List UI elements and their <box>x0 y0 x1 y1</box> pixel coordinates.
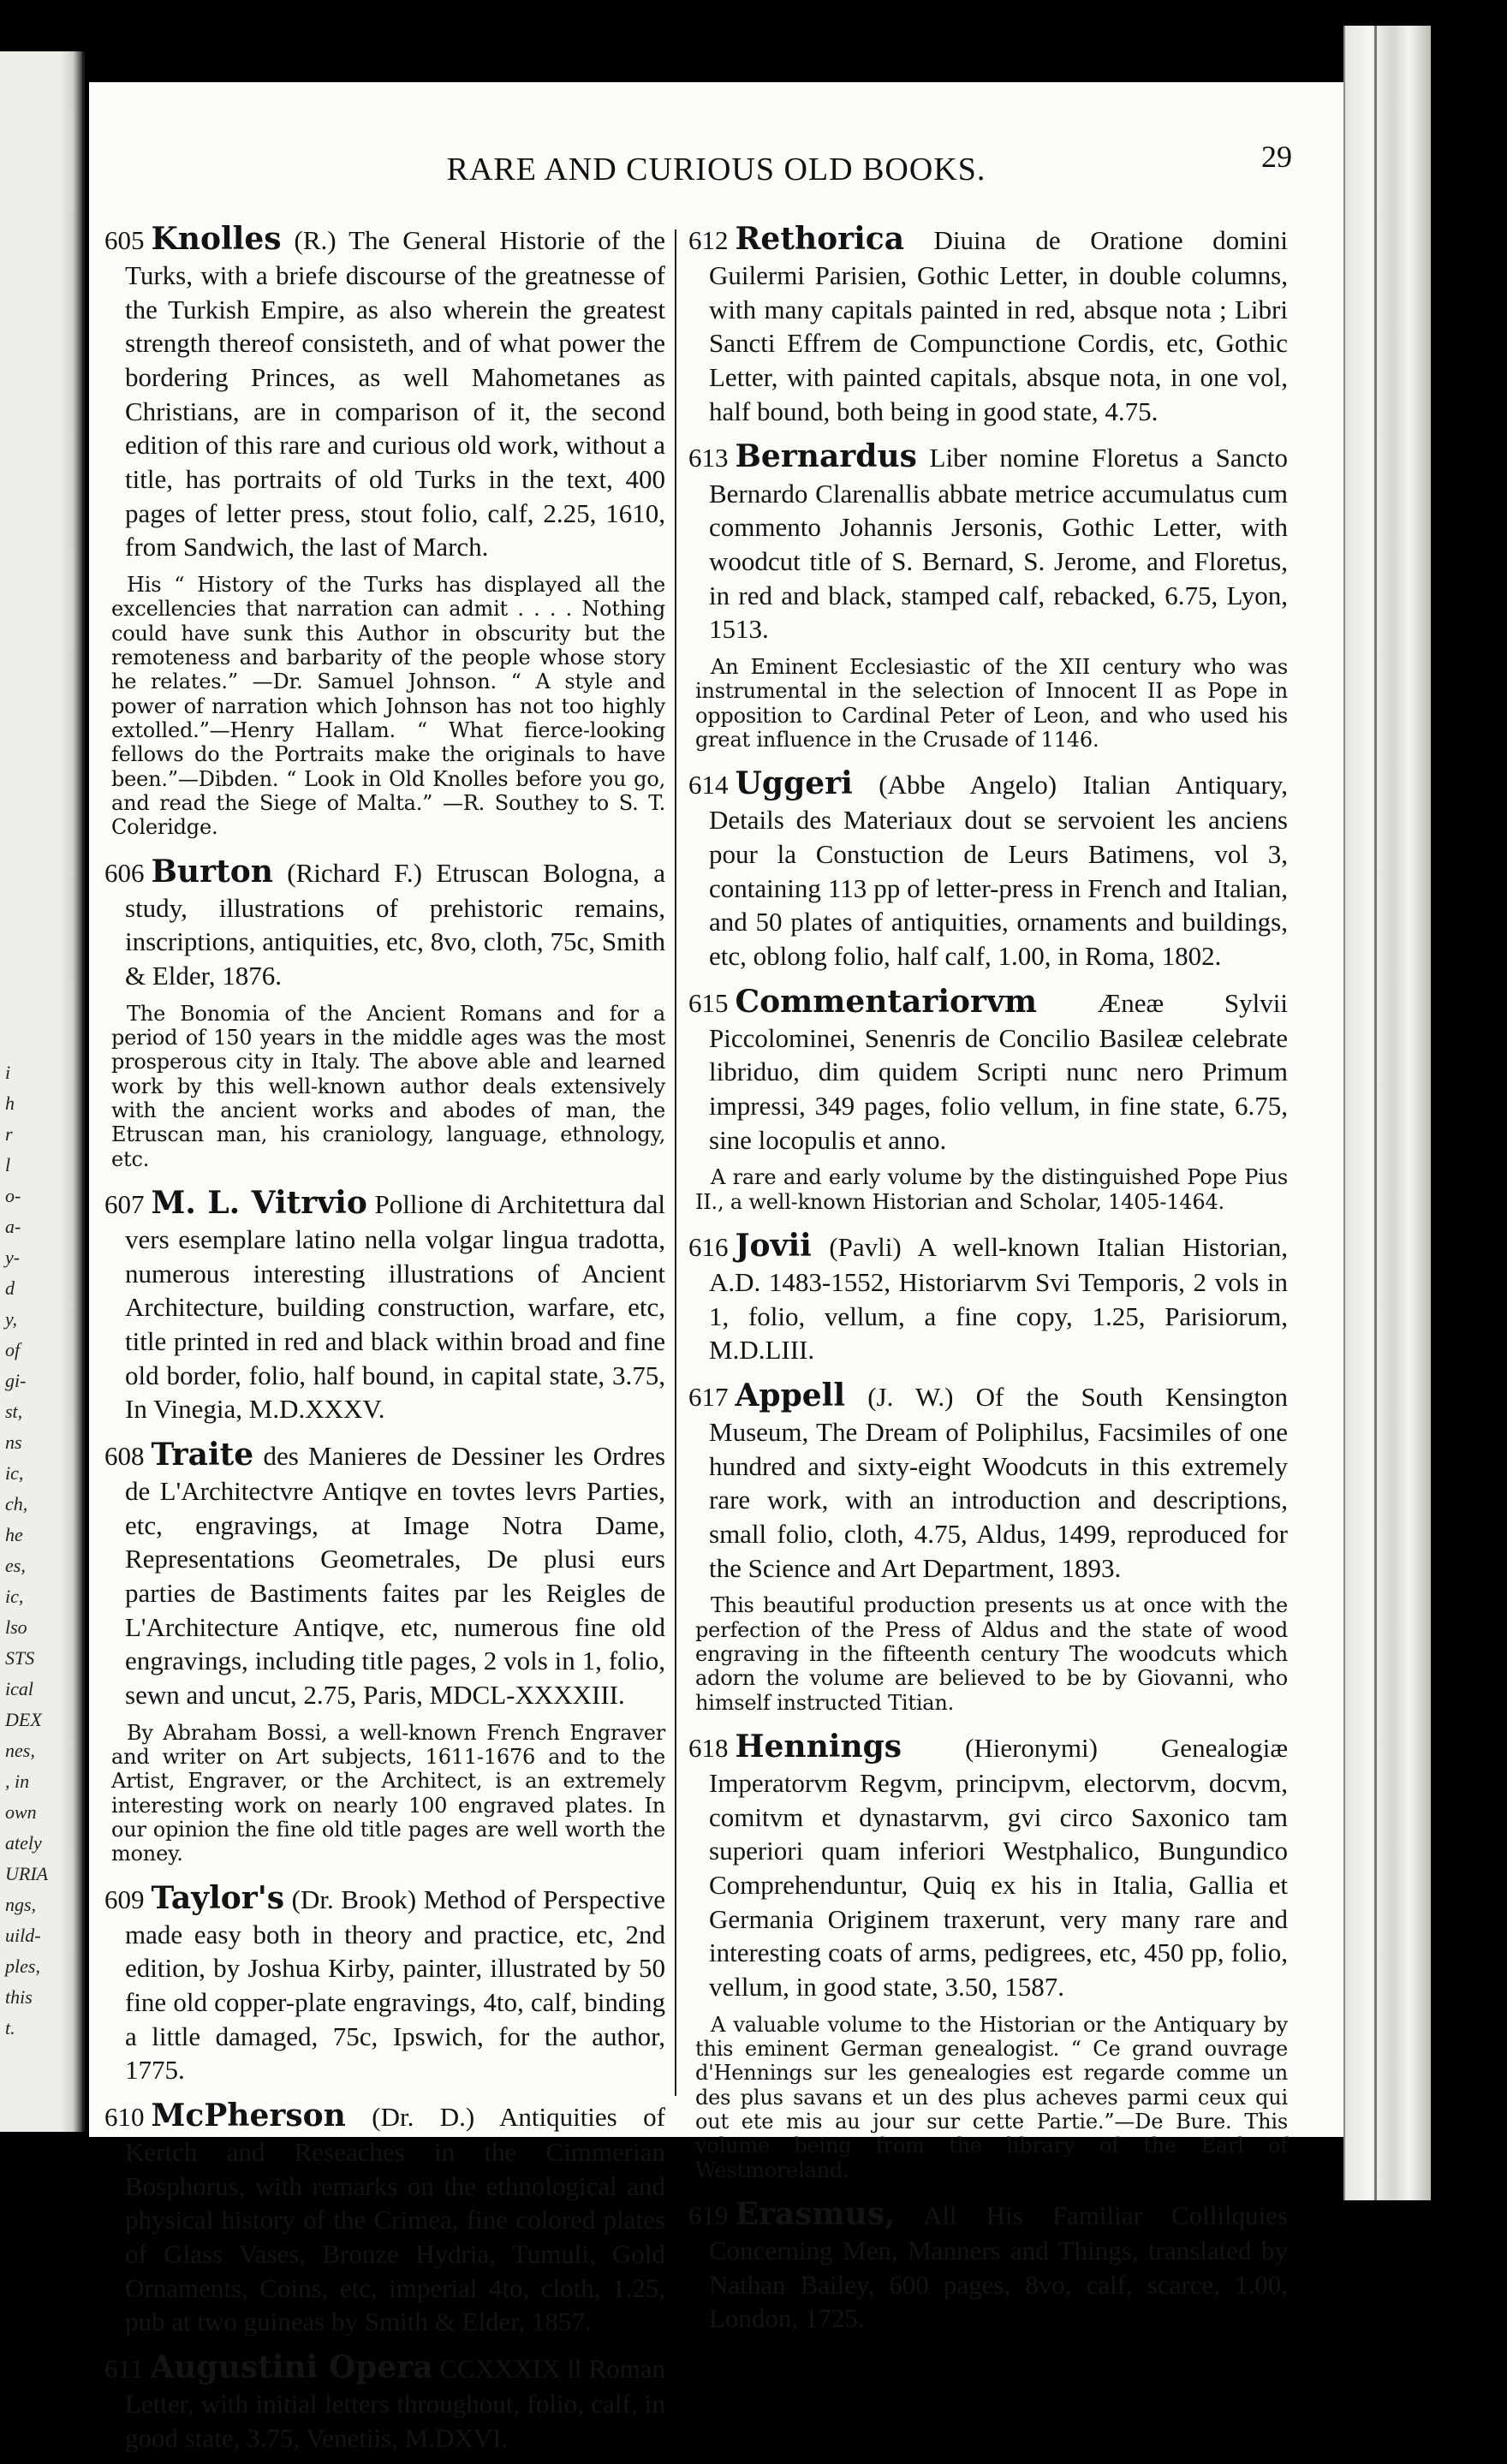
entry-author: Taylor's <box>151 1879 285 1916</box>
entry-description: CCXXXIX ll Roman Letter, with initial letters throughout, folio, calf, in good state, 3.75, Venetiis, M.DXVI. <box>125 2354 665 2453</box>
entry-description: (Richard F.) Etruscan Bologna, a study, illustrations of prehistoric remains, inscriptions, antiquities, etc, 8vo, cloth, 75c, Smith & Elder, 1876. <box>125 857 665 991</box>
facing-page-fragment: l <box>5 1154 11 1175</box>
entry-description: Pollione di Architettura dal vers esemplare latino nella volgar lingua tradotta, numerous interesting illustrations of Ancient Architecture, building construction, warfare, etc, title printed in red and black within broad and fine old border, folio, half bound, in capital state, 3.75, In Vinegia, M.D.XXXV. <box>125 1188 665 1425</box>
facing-page-fragment: y- <box>5 1247 21 1268</box>
facing-page-fragment: ical <box>5 1678 33 1699</box>
entry-number: 608 <box>104 1440 145 1471</box>
entry-description: Æneæ Sylvii Piccolominei, Senenris de Concilio Basileæ celebrate libriduo, dim quidem Scripti nunc nero Primum impressi, 349 pages, folio vellum, in fine state, 6.75, sine locopulis et anno. <box>709 987 1288 1155</box>
facing-page-edge <box>0 51 85 2132</box>
entry-author: Bernardus <box>735 438 917 475</box>
running-header: RARE AND CURIOUS OLD BOOKS. <box>446 152 986 187</box>
facing-page-fragment: o- <box>5 1185 21 1206</box>
facing-page-fragment: ately <box>5 1832 42 1854</box>
catalog-entry <box>104 852 665 993</box>
entry-author: Burton <box>151 853 273 890</box>
catalog-entry <box>688 764 1288 973</box>
entry-note: A rare and early volume by the distinguished Pope Pius II., a well-known Historian and Scholar, 1405-1464. <box>695 1165 1288 1214</box>
facing-page-fragment: of <box>5 1339 21 1360</box>
entry-author: Augustini Opera <box>150 2349 433 2386</box>
facing-page-fragment: this <box>5 1986 33 2008</box>
entry-number: 611 <box>104 2354 144 2384</box>
entry-author: Commentariorvm <box>735 983 1038 1020</box>
entry-description: (Abbe Angelo) Italian Antiquary, Details des Materiaux dout se servoient les anciens pour la Constuction de Leurs Batimens, vol 3, containing 113 pp of letter-press in French and Italian, and 50 plates of antiquities, ornaments and buildings, etc, oblong folio, half calf, 1.00, in Roma, 1802. <box>709 770 1289 971</box>
entry-number: 607 <box>104 1188 145 1219</box>
facing-page-fragment: ic, <box>5 1586 24 1607</box>
facing-page-fragment: uild- <box>5 1925 41 1946</box>
facing-page-fragment: gi- <box>5 1370 27 1391</box>
entry-description: (J. W.) Of the South Kensington Museum, The Dream of Poliphilus, Facsimiles of one hundred and sixty-eight Woodcuts in this extremely rare work, with an introduction and descriptions, small folio, cloth, 4.75, Aldus, 1499, reproduced for the Science and Art Department, 1893. <box>709 1382 1288 1583</box>
facing-page-fragment: st, <box>5 1401 23 1422</box>
facing-page-fragment: h <box>5 1092 15 1114</box>
facing-page-fragment: URIA <box>5 1863 49 1884</box>
entry-number: 612 <box>688 225 729 255</box>
facing-page-fragment: DEX <box>5 1709 42 1730</box>
facing-page-fragment: d <box>5 1277 15 1299</box>
entry-description: (Dr. Brook) Method of Perspective made easy both in theory and practice, etc, 2nd edition, by Joshua Kirby, painter, illustrated by 50 fine old copper-plate engravings, 4to, calf, binding a little damaged, 75c, Ipswich, for the author, 1775. <box>125 1884 666 2086</box>
catalog-entry <box>104 2348 665 2455</box>
entry-description: Liber nomine Floretus a Sancto Bernardo Clarenallis abbate metrice accumulatus cum commento Johannis Jersonis, Gothic Letter, with woodcut title of S. Bernard, S. Jerome, and Floretus, in red and black, stamped calf, rebacked, 6.75, Lyon, 1513. <box>709 443 1288 645</box>
entry-number: 609 <box>104 1884 145 1914</box>
catalog-entry <box>104 2096 665 2339</box>
entry-number: 617 <box>688 1382 729 1413</box>
entry-description: des Manieres de Dessiner les Ordres de L'Architectvre Antiqve en tovtes levrs Parties, etc, engravings, at Image Notra Dame, Representations Geometrales, De plusi eurs parties de Bastiments faites par les Reigles de L'Architecture Antiqve, etc, numerous fine old engravings, including title pages, 2 vols in 1, folio, sewn and uncut, 2.75, Paris, MDCL-XXXXIII. <box>125 1440 666 1711</box>
entry-description: (Hieronymi) Genealogiæ Imperatorvm Regvm, principvm, electorvm, docvm, comitvm et dynastarvm, gvi circo Saxonico tam superiori quam inferiori Westphalico, Bungundico Comprehenduntur, Quiq ex his in Italia, Gallia et Germania Originem traxerunt, very many rare and interesting coats of arms, pedigrees, etc, 450 pp, folio, vellum, in good state, 3.50, 1587. <box>709 1733 1288 2003</box>
entry-description: All His Familiar Collilquies Concerning Men, Manners and Things, translated by Nathan Bailey, 600 pages, 8vo, calf, scarce, 1.00, London, 1725. <box>709 2200 1289 2334</box>
entry-note: This beautiful production presents us at once with the perfection of the Press of Aldus and the state of wood engraving in the fifteenth century The woodcuts which adorn the volume are believed to be by Giovanni, who himself instructed Titian. <box>695 1593 1288 1715</box>
left-column <box>104 219 665 2464</box>
entry-author: Jovii <box>735 1227 812 1264</box>
facing-page-fragment: ic, <box>5 1462 24 1484</box>
facing-page-fragment: ngs, <box>5 1894 37 1915</box>
entry-author: Erasmus, <box>735 2196 896 2233</box>
entry-note: A valuable volume to the Historian or the Antiquary by this eminent German genealogist. “ Ce grand ouvrage d'Hennings sur les genealogies est regarde comme un des plus savans et un des plus acheves parmi ceux qui out ete mis au jour sur cette Partie.”—De Bure. This volume being from the library of the Earl of Westmoreland. <box>695 2012 1288 2182</box>
catalog-entry <box>688 219 1288 428</box>
page-number: 29 <box>1261 140 1292 174</box>
entry-description: (Dr. D.) Antiquities of Kertch and Reseaches in the Cimmerian Bosphorus, with remarks on the ethnological and physical history of the Crimea, fine colored plates of Glass Vases, Bronze Hydria, Tumuli, Gold Ornaments, Coins, etc, imperial 4to, cloth, 1.25, pub at two guineas by Smith & Elder, 1857. <box>125 2102 666 2337</box>
facing-page-fragment: ples, <box>5 1955 40 1977</box>
catalog-entry <box>104 1878 665 2087</box>
entry-note: An Eminent Ecclesiastic of the XII century who was instrumental in the selection of Innocent II as Pope in opposition to Cardinal Peter of Leon, and who used his great influence in the Crusade of 1146. <box>695 654 1288 752</box>
entry-author: Rethorica <box>735 221 905 257</box>
book-page <box>89 82 1343 2453</box>
entry-author: Appell <box>735 1378 846 1414</box>
catalog-entry <box>688 1727 1288 2004</box>
catalog-entry <box>688 982 1288 1158</box>
facing-page-fragment: lso <box>5 1616 27 1638</box>
facing-page-fragment: STS <box>5 1647 35 1669</box>
facing-page-fragment: he <box>5 1524 23 1545</box>
page-stack-edge <box>1343 26 1431 2200</box>
catalog-entry <box>104 219 665 564</box>
facing-page-fragment: ns <box>5 1431 22 1453</box>
catalog-entry <box>688 1226 1288 1367</box>
entry-author: Hennings <box>735 1729 902 1765</box>
entry-number: 613 <box>688 443 729 473</box>
entry-description: Diuina de Oratione domini Guilermi Parisien, Gothic Letter, in double columns, with many capitals painted in red, absque nota ; Libri Sancti Effrem de Compunctione Cordis, etc, Gothic Letter, with painted capitals, absque nota, in one vol, half bound, both being in good state, 4.75. <box>709 225 1288 426</box>
facing-page-fragment: es, <box>5 1555 26 1576</box>
catalog-entry <box>688 437 1288 646</box>
entry-number: 619 <box>688 2200 729 2231</box>
facing-page-fragment: t. <box>5 2017 15 2038</box>
entry-author: M. L. Vitrvio <box>151 1184 367 1221</box>
catalog-entry <box>688 1376 1288 1585</box>
entry-note: The Bonomia of the Ancient Romans and for a period of 150 years in the middle ages was the most prosperous city in Italy. The above able and learned work by this well-known author deals extensively with the ancient works and abodes of man, the Etruscan man, his craniology, language, ethnology, etc. <box>111 1001 665 1171</box>
entry-note: By Abraham Bossi, a well-known French Engraver and writer on Art subjects, 1611-1676 and to the Artist, Engraver, or the Architect, is an extremely interesting work on nearly 100 engraved plates. In our opinion the fine old title pages are well worth the money. <box>111 1720 665 1866</box>
entry-number: 616 <box>688 1231 729 1262</box>
entry-number: 614 <box>688 770 729 801</box>
facing-page-fragment: i <box>5 1062 11 1083</box>
facing-page-fragment: nes, <box>5 1740 35 1761</box>
catalog-entry <box>688 2194 1288 2336</box>
catalog-entry <box>104 1183 665 1426</box>
entry-description: (Pavli) A well-known Italian Historian, A.D. 1483-1552, Historiarvm Svi Temporis, 2 vols in 1, folio, vellum, a fine copy, 1.25, Parisiorum, M.D.LIII. <box>709 1231 1289 1366</box>
facing-page-fragment: y, <box>5 1308 18 1330</box>
book-gutter <box>60 51 82 2132</box>
entry-author: Traite <box>151 1436 254 1473</box>
entry-author: McPherson <box>151 2098 346 2134</box>
entry-number: 605 <box>104 225 145 255</box>
right-column <box>688 219 1288 2344</box>
entry-description: (R.) The General Historie of the Turks, with a briefe discourse of the greatnesse of the Turkish Empire, as also wherein the greatest strength thereof consisteth, and of what power the bordering Princes, as well Mahometanes as Christians, are in comparison of it, the second edition of this rare and curious old work, without a title, has portraits of old Turks in the text, 400 pages of letter press, stout folio, calf, 2.25, 1610, from Sandwich, the last of March. <box>125 225 665 562</box>
facing-page-fragment: r <box>5 1123 13 1145</box>
facing-page-fragment: a- <box>5 1216 21 1237</box>
entry-number: 610 <box>104 2102 145 2133</box>
entry-number: 606 <box>104 857 145 888</box>
facing-page-fragment: own <box>5 1801 37 1823</box>
entry-number: 618 <box>688 1733 729 1764</box>
facing-page-fragment: ch, <box>5 1493 28 1515</box>
entry-author: Uggeri <box>735 765 853 802</box>
catalog-entry <box>104 1435 665 1712</box>
facing-page-fragment: , in <box>5 1771 30 1792</box>
entry-author: Knolles <box>151 221 282 257</box>
column-divider <box>675 229 676 2096</box>
entry-note: His “ History of the Turks has displayed all the excellencies that narration can admit . . . . Nothing could have sunk this Author in obscurity but the remoteness and barbarity of the people whose story he relates.” —Dr. Samuel Johnson. “ A style and power of narration which Johnson has not too highly extolled.”—Henry Hallam. “ What fierce-looking fellows do the Portraits make the originals to have been.”—Dibden. “ Look in Old Knolles before you go, and read the Siege of Malta.” —R. Southey to S. T. Coleridge. <box>111 573 665 840</box>
entry-number: 615 <box>688 987 729 1018</box>
